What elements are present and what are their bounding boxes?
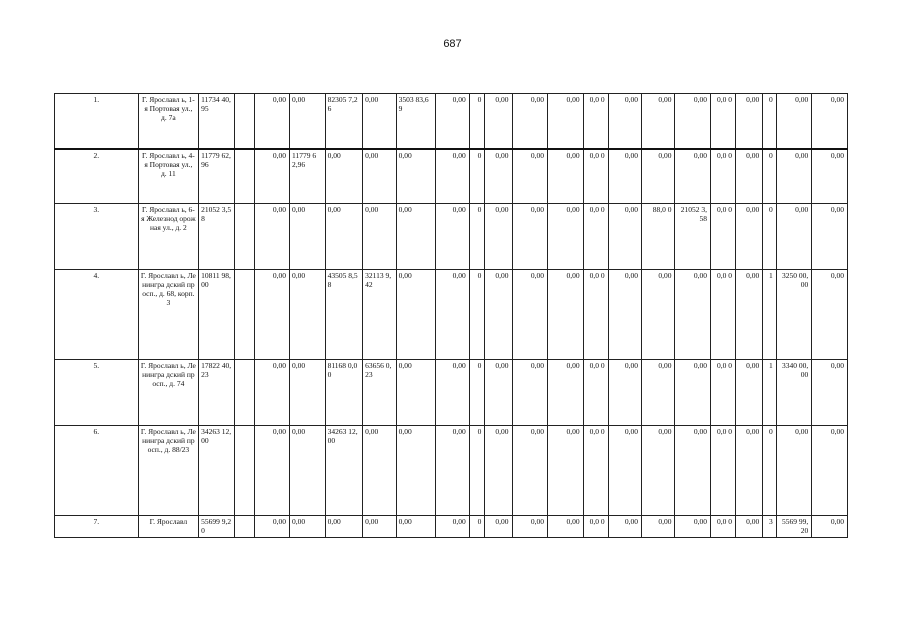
value-cell: 0,00 — [812, 360, 848, 426]
value-cell: 0,00 — [485, 204, 512, 270]
value-cell: 0,00 — [608, 426, 641, 516]
value-cell: 0,00 — [642, 94, 675, 149]
value-cell: 0,0 0 — [583, 516, 608, 538]
value-cell: 1 — [763, 360, 777, 426]
value-cell: 0,0 0 — [583, 270, 608, 360]
value-cell: 0,00 — [290, 94, 326, 149]
value-cell: 0,0 0 — [583, 426, 608, 516]
value-cell: 0,00 — [608, 149, 641, 204]
value-cell: 0,00 — [512, 149, 548, 204]
value-cell: 0,00 — [776, 149, 812, 204]
value-cell: 0,00 — [512, 360, 548, 426]
value-cell: 0,00 — [436, 426, 469, 516]
value-cell: 0,0 0 — [710, 360, 735, 426]
table-row — [55, 204, 848, 270]
value-cell: 0,00 — [608, 94, 641, 149]
value-cell: 10811 98,00 — [199, 270, 235, 360]
value-cell: 0,00 — [436, 360, 469, 426]
value-cell: 0,00 — [396, 426, 436, 516]
value-cell: 0 — [763, 94, 777, 149]
value-cell: 0,00 — [436, 270, 469, 360]
value-cell: 0 — [469, 360, 485, 426]
value-cell: 34263 12,00 — [325, 426, 363, 516]
value-cell: 11779 62,96 — [199, 149, 235, 204]
value-cell: 0 — [763, 426, 777, 516]
value-cell: 0,00 — [363, 426, 396, 516]
value-cell: 0,00 — [254, 360, 290, 426]
value-cell: 0,00 — [675, 516, 711, 538]
value-cell: 0,00 — [254, 149, 290, 204]
value-cell: 0,00 — [548, 149, 584, 204]
value-cell: 0,00 — [396, 360, 436, 426]
value-cell: 0,00 — [736, 149, 763, 204]
value-cell: 0,00 — [363, 204, 396, 270]
value-cell: 0,00 — [776, 426, 812, 516]
table-row — [55, 149, 848, 204]
value-cell: 0,00 — [776, 204, 812, 270]
value-cell: 0,00 — [608, 270, 641, 360]
value-cell: 0 — [469, 270, 485, 360]
value-cell: 0,00 — [254, 516, 290, 538]
address-cell: Г. Ярославл ь, Ленингра дский просп., д. 74 — [138, 360, 199, 426]
value-cell — [234, 360, 254, 426]
value-cell: 0,00 — [812, 204, 848, 270]
table-row — [55, 516, 848, 538]
value-cell: 0,00 — [325, 204, 363, 270]
value-cell: 0,00 — [642, 149, 675, 204]
value-cell: 0,00 — [254, 270, 290, 360]
value-cell: 0,00 — [548, 360, 584, 426]
value-cell: 3340 00,00 — [776, 360, 812, 426]
value-cell: 0,00 — [396, 516, 436, 538]
value-cell: 0 — [469, 149, 485, 204]
value-cell: 0,00 — [608, 516, 641, 538]
value-cell: 0,00 — [290, 426, 326, 516]
value-cell: 0,00 — [675, 149, 711, 204]
table-row — [55, 270, 848, 360]
value-cell: 21052 3,58 — [675, 204, 711, 270]
value-cell: 0,00 — [736, 426, 763, 516]
address-cell: Г. Ярославл ь, 6-я Железнод орожная ул., д. 2 — [138, 204, 199, 270]
value-cell: 0,00 — [254, 94, 290, 149]
value-cell: 0,0 0 — [583, 149, 608, 204]
value-cell: 0,00 — [736, 94, 763, 149]
value-cell: 0,00 — [512, 426, 548, 516]
value-cell: 1 — [763, 270, 777, 360]
value-cell: 0 — [469, 516, 485, 538]
value-cell: 0 — [763, 204, 777, 270]
value-cell — [234, 149, 254, 204]
value-cell: 0,00 — [436, 149, 469, 204]
value-cell: 17822 40,23 — [199, 360, 235, 426]
value-cell: 0,00 — [642, 516, 675, 538]
value-cell: 0,00 — [512, 270, 548, 360]
value-cell: 0,00 — [485, 360, 512, 426]
value-cell — [234, 426, 254, 516]
value-cell: 0 — [763, 149, 777, 204]
value-cell: 0,00 — [548, 204, 584, 270]
address-cell: Г. Ярославл ь, Ленингра дский просп., д. 88/23 — [138, 426, 199, 516]
row-number: 7. — [55, 516, 139, 538]
value-cell: 0,00 — [736, 270, 763, 360]
value-cell: 0,00 — [736, 204, 763, 270]
value-cell: 0,00 — [812, 516, 848, 538]
value-cell: 0,00 — [363, 94, 396, 149]
value-cell: 32113 9,42 — [363, 270, 396, 360]
value-cell: 0,0 0 — [583, 94, 608, 149]
value-cell: 0,00 — [396, 270, 436, 360]
value-cell: 88,0 0 — [642, 204, 675, 270]
value-cell: 63656 0,23 — [363, 360, 396, 426]
row-number: 2. — [55, 149, 139, 204]
row-number: 3. — [55, 204, 139, 270]
address-cell: Г. Ярославл ь, 4-я Портовая ул., д. 11 — [138, 149, 199, 204]
value-cell: 0,00 — [254, 204, 290, 270]
value-cell: 0,0 0 — [710, 149, 735, 204]
value-cell: 0,00 — [485, 94, 512, 149]
value-cell: 0,0 0 — [710, 204, 735, 270]
value-cell: 0,00 — [363, 149, 396, 204]
value-cell: 0 — [469, 204, 485, 270]
value-cell: 0,00 — [548, 426, 584, 516]
value-cell: 0,0 0 — [583, 204, 608, 270]
value-cell: 0,00 — [436, 204, 469, 270]
value-cell: 0,00 — [485, 426, 512, 516]
table-row — [55, 360, 848, 426]
value-cell: 43505 8,58 — [325, 270, 363, 360]
value-cell: 0,00 — [548, 516, 584, 538]
value-cell: 0,00 — [396, 204, 436, 270]
value-cell: 0,00 — [485, 270, 512, 360]
value-cell: 0,00 — [436, 94, 469, 149]
value-cell: 0,00 — [325, 149, 363, 204]
value-cell: 0,00 — [608, 204, 641, 270]
value-cell: 21052 3,58 — [199, 204, 235, 270]
value-cell: 0 — [469, 426, 485, 516]
value-cell: 0,00 — [485, 149, 512, 204]
value-cell: 11734 40,95 — [199, 94, 235, 149]
value-cell: 81168 0,00 — [325, 360, 363, 426]
value-cell: 0,00 — [675, 94, 711, 149]
value-cell: 0,00 — [642, 360, 675, 426]
value-cell: 0,00 — [776, 94, 812, 149]
value-cell: 0,00 — [642, 270, 675, 360]
value-cell: 0,00 — [396, 149, 436, 204]
value-cell: 0,00 — [290, 516, 326, 538]
value-cell: 0,00 — [642, 426, 675, 516]
value-cell: 0,00 — [485, 516, 512, 538]
value-cell: 0,00 — [363, 516, 396, 538]
value-cell: 0,00 — [512, 204, 548, 270]
value-cell: 11779 62,96 — [290, 149, 326, 204]
value-cell: 55699 9,20 — [199, 516, 235, 538]
value-cell: 5569 99,20 — [776, 516, 812, 538]
value-cell: 0,00 — [512, 94, 548, 149]
value-cell: 0,00 — [290, 360, 326, 426]
value-cell — [234, 94, 254, 149]
value-cell: 0,0 0 — [710, 426, 735, 516]
value-cell: 0,00 — [325, 516, 363, 538]
value-cell: 3503 83,69 — [396, 94, 436, 149]
value-cell: 0,00 — [736, 516, 763, 538]
value-cell — [234, 270, 254, 360]
value-cell: 3250 00,00 — [776, 270, 812, 360]
row-number: 1. — [55, 94, 139, 149]
value-cell: 0,00 — [812, 270, 848, 360]
value-cell: 0,00 — [675, 270, 711, 360]
value-cell: 0,00 — [736, 360, 763, 426]
value-cell: 0,00 — [436, 516, 469, 538]
value-cell: 0,00 — [548, 270, 584, 360]
value-cell: 0,00 — [812, 94, 848, 149]
value-cell: 0,00 — [812, 149, 848, 204]
table-row — [55, 426, 848, 516]
value-cell: 0,0 0 — [710, 516, 735, 538]
page-number: 687 — [443, 38, 462, 50]
value-cell: 0,00 — [290, 204, 326, 270]
value-cell — [234, 204, 254, 270]
value-cell: 0,00 — [675, 360, 711, 426]
value-cell: 0,00 — [512, 516, 548, 538]
value-cell: 34263 12,00 — [199, 426, 235, 516]
value-cell: 0,0 0 — [710, 94, 735, 149]
value-cell: 82305 7,26 — [325, 94, 363, 149]
value-cell — [234, 516, 254, 538]
value-cell: 0,00 — [548, 94, 584, 149]
value-cell: 0,00 — [608, 360, 641, 426]
row-number: 6. — [55, 426, 139, 516]
value-cell: 3 — [763, 516, 777, 538]
row-number: 5. — [55, 360, 139, 426]
table-row — [55, 94, 848, 149]
data-table — [54, 93, 848, 538]
value-cell: 0,0 0 — [583, 360, 608, 426]
address-cell: Г. Ярославл ь, Ленингра дский просп., д. 68, корп. 3 — [138, 270, 199, 360]
value-cell: 0,00 — [254, 426, 290, 516]
value-cell: 0,0 0 — [710, 270, 735, 360]
row-number: 4. — [55, 270, 139, 360]
value-cell: 0 — [469, 94, 485, 149]
value-cell: 0,00 — [812, 426, 848, 516]
value-cell: 0,00 — [290, 270, 326, 360]
address-cell: Г. Ярославл — [138, 516, 199, 538]
value-cell: 0,00 — [675, 426, 711, 516]
address-cell: Г. Ярославл ь, 1-я Портовая ул., д. 7а — [138, 94, 199, 149]
